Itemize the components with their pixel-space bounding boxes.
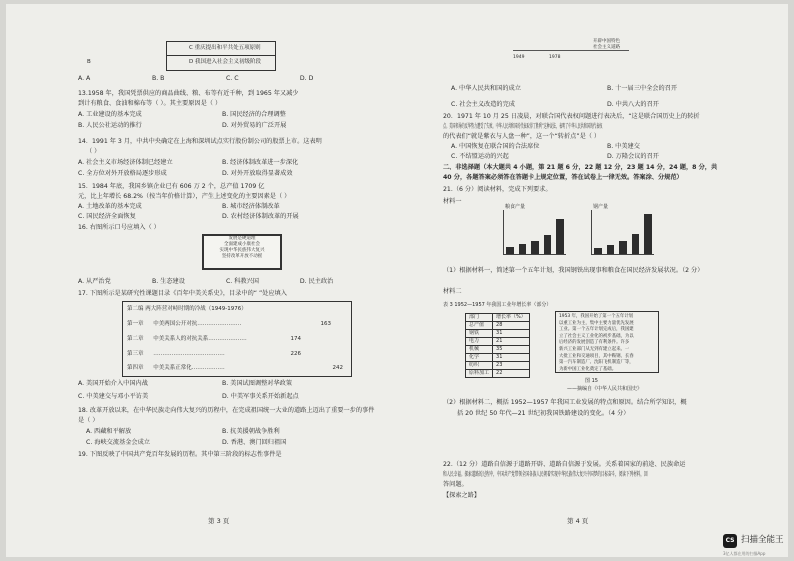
timeline-graphic bbox=[513, 39, 629, 67]
q13-option-a[interactable]: A. 工业建设的基本完成 bbox=[78, 111, 142, 118]
grain-output-chart bbox=[503, 210, 566, 255]
toc-row: 第四章 中美关系正常化……………… 242 bbox=[127, 364, 345, 373]
q20-line-3: 的代表们“就是紫衣与人盘一种”，这一个“转折点”是（ ） bbox=[443, 133, 601, 140]
chart-left-title: 粮食产量 bbox=[505, 204, 526, 210]
q16-line: 16. 右图所示口号应填入（ ） bbox=[78, 224, 160, 231]
q15-options-row-2 bbox=[78, 212, 299, 221]
chart-bar bbox=[519, 244, 526, 254]
table-cell: 化学 bbox=[466, 354, 493, 362]
toc-box bbox=[122, 301, 352, 377]
left-page-number: 第 3 页 bbox=[208, 517, 230, 525]
table-cell: 31 bbox=[493, 354, 530, 362]
text-box-line: 立了社会主义工业化的初步基础，为以 bbox=[559, 333, 634, 339]
table-cell: 纺织 bbox=[466, 362, 493, 370]
section-2-line-2: 40 分，各题答案必须答在答题卡上规定位置，答在试卷上一律无效。答案涂、分规范） bbox=[443, 174, 683, 181]
table-header-row bbox=[466, 314, 530, 322]
table-header-cell: 部门 bbox=[466, 314, 493, 322]
q18-option-c[interactable]: C. 海峡交流基金会成立 bbox=[86, 439, 150, 446]
q20-line-2: 点。美国领导的反华势力遭受了失败。中华人民共和国的代表取得了胜利”这种说法，表明了中华人民共和国的代表权 bbox=[443, 123, 603, 130]
q17-option-b[interactable]: B. 美国试图调整对华政策 bbox=[221, 380, 293, 387]
text-box-line: 工业。第一个五年计划完成后，我国建 bbox=[559, 327, 634, 333]
toc-page: 174 bbox=[290, 336, 301, 342]
table-header-cell: 增长率（%） bbox=[493, 314, 530, 322]
q17-options-row-1 bbox=[78, 379, 292, 388]
table-cell: 钢铁 bbox=[466, 330, 493, 338]
q13-option-c[interactable]: B. 人民公社运动的推行 bbox=[78, 122, 142, 129]
q13-options-row-1 bbox=[78, 110, 286, 119]
chart-bar bbox=[544, 235, 551, 254]
material-1-label: 材料一 bbox=[443, 198, 462, 205]
chart-bar bbox=[644, 214, 651, 254]
q14-line-1: 14．1991 年 3 月，中共中央确定在上海和深圳试点实行股份制公司的股票上市。这表明 bbox=[78, 138, 322, 145]
q16-options bbox=[78, 277, 333, 286]
text-box-line: 第一汽车制造厂、沈阳飞机制造厂等， bbox=[559, 360, 634, 366]
toc-chapter: 第一章 bbox=[127, 321, 144, 327]
table-cell: 22 bbox=[493, 370, 530, 378]
timeline-label: 社会主义道路 bbox=[593, 45, 620, 50]
q21-line: 21.（6 分）阅读材料，完成下列要求。 bbox=[443, 186, 552, 193]
q19-line: 19. 下图反映了中国共产党百年发展的历程。其中第三阶段的标志性事件是 bbox=[78, 451, 282, 458]
text-box-line: 后经济的发展创造了有利条件。许多 bbox=[559, 340, 630, 346]
q17-options-row-2 bbox=[78, 392, 299, 401]
q17-option-d[interactable]: D. 中美军事关系开始新起点 bbox=[221, 393, 299, 400]
q16-option-a[interactable]: A. 从严治党 bbox=[78, 278, 111, 285]
q13-options-row-2 bbox=[78, 121, 286, 130]
toc-chapter: 第四章 bbox=[127, 365, 144, 371]
chart-bar bbox=[594, 248, 601, 254]
steel-output-chart bbox=[591, 210, 654, 255]
q22-line-3: 答问题。 bbox=[443, 481, 468, 488]
poster-line-1: 发展是硬道理 bbox=[228, 236, 256, 241]
q20-option-c[interactable]: C. 不结盟运动的兴起 bbox=[451, 153, 509, 160]
industry-growth-table bbox=[465, 313, 530, 378]
table-cell: 21 bbox=[493, 338, 530, 346]
toc-chapter-title: 中美两国公开对抗 bbox=[153, 321, 198, 327]
toc-chapter-title: 中美关系人的对抗关系 bbox=[153, 336, 209, 342]
material-2-label: 材料二 bbox=[443, 288, 462, 295]
table-row bbox=[466, 330, 530, 338]
q14-option-d[interactable]: D. 对外开放取得显著成效 bbox=[221, 170, 293, 177]
toc-title: 第二编 两大阵营对峙时期的冷战（1949-1976） bbox=[127, 306, 247, 312]
q17-option-c[interactable]: C. 中美建交与邓小平访美 bbox=[78, 393, 149, 400]
text-box-line: 大批工业和交通项目，其中鞍钢、长春 bbox=[559, 353, 634, 359]
q12-option-b[interactable]: B. B bbox=[151, 75, 165, 82]
q13-option-d[interactable]: D. 对外贸易的广泛开展 bbox=[221, 122, 287, 129]
q14-option-c[interactable]: C. 全方位对外开放格局逐步形成 bbox=[78, 170, 167, 177]
table-cell: 23 bbox=[493, 362, 530, 370]
right-page-number: 第 4 页 bbox=[567, 517, 589, 525]
q15-options-row-1 bbox=[78, 202, 280, 211]
toc-chapter: 第二章 bbox=[127, 336, 144, 342]
q15-option-a[interactable]: A. 土地改革的基本完成 bbox=[78, 203, 142, 210]
poster-line-2: 全面建成小康社会 bbox=[224, 242, 260, 247]
q19-option-c[interactable]: C. 社会主义改造的完成 bbox=[451, 101, 515, 108]
figure-label: 图 15 bbox=[585, 378, 598, 384]
toc-page: 163 bbox=[320, 321, 331, 327]
q16-option-b[interactable]: B. 生态建设 bbox=[151, 278, 185, 285]
q13-line-1: 13.1958 年，我国凭票供应的商品曲线、粮、布等有近千种，到 1965 年又减少 bbox=[78, 90, 299, 97]
answer-option-box bbox=[87, 41, 276, 71]
q19-option-d[interactable]: D. 中共八大的召开 bbox=[606, 101, 659, 108]
text-box-line: 为新中国工业化奠定了基础。 bbox=[559, 366, 617, 372]
q16-option-c[interactable]: C. 科教兴国 bbox=[225, 278, 259, 285]
q12-option-c[interactable]: C. C bbox=[225, 75, 239, 82]
table-row bbox=[466, 362, 530, 370]
q19-option-b[interactable]: B. 十一届三中全会的召开 bbox=[606, 85, 678, 92]
toc-row: 第三章 ………………………………… 226 bbox=[127, 350, 345, 359]
q20-line-1: 20．1971 年 10 月 25 日凌晨，对联合国代表权问题进行表决后，“这是联合国历史上的转折 bbox=[443, 113, 700, 120]
q17-line: 17. 下图所示是某研究性课题目录《百年中美关系史》，目录中的“ ”处应填入 bbox=[78, 290, 287, 297]
q15-option-b[interactable]: B. 城市经济体制改革 bbox=[221, 203, 280, 210]
q20-option-b[interactable]: B. 中美建交 bbox=[606, 143, 640, 150]
q19-options-row-2 bbox=[451, 100, 659, 109]
table-row bbox=[466, 354, 530, 362]
q14-options-row-1 bbox=[78, 158, 298, 167]
chart-bar bbox=[531, 241, 538, 254]
box-row-d-prefix: B bbox=[87, 59, 91, 65]
timeline-label: 1949 bbox=[513, 55, 525, 60]
table-cell: 原料加工 bbox=[466, 370, 493, 378]
q18-option-b[interactable]: B. 抗美援朝战争胜利 bbox=[221, 428, 280, 435]
table-row bbox=[466, 338, 530, 346]
q19-options-row-1 bbox=[451, 84, 677, 93]
q22-line-2: 和人民幸福。探索道路的过程中，中国共产党带领全国各族人民朝着实现中华民族伟大复兴中国梦的目标奋斗，阅读下列材料，回 bbox=[443, 471, 648, 478]
material-2-text-box bbox=[555, 311, 659, 373]
timeline-label: 开辟中国特色 bbox=[593, 39, 620, 44]
box-row-c: C 重庆提出和平共处五项原则 bbox=[189, 45, 261, 51]
q20-option-d[interactable]: D. 万隆会议的召开 bbox=[606, 153, 659, 160]
q18-line-2: 是（ ） bbox=[78, 417, 99, 424]
q18-options-row-2 bbox=[86, 438, 286, 447]
text-box-line: 新兴工业部门从无到有建立起来。一 bbox=[559, 346, 630, 352]
slogan-poster-image bbox=[202, 234, 282, 270]
toc-page: 226 bbox=[290, 351, 301, 357]
q18-line-1: 18. 改革开放以来，在中华民族走向伟大复兴的历程中，在完成祖国统一大业的道路上迈出了重要一步的事件 bbox=[78, 407, 375, 414]
table-cell: 31 bbox=[493, 330, 530, 338]
table-row bbox=[466, 322, 530, 330]
toc-page: 242 bbox=[332, 365, 343, 371]
q12-option-a[interactable]: A. A bbox=[78, 75, 91, 82]
table-caption: 表 3 1952—1957 年我国工业年增长率（部分） bbox=[443, 302, 552, 308]
q19-option-a[interactable]: A. 中华人民共和国的成立 bbox=[451, 85, 521, 92]
chart-bar bbox=[619, 241, 626, 254]
q18-option-a[interactable]: A. 西藏和平解放 bbox=[86, 428, 132, 435]
q16-option-d[interactable]: D. 民主政治 bbox=[299, 278, 334, 285]
q12-options bbox=[78, 74, 350, 83]
q13-line-2: 到计有粮食、食油和棉布等（ ）。其主要原因是（ ） bbox=[78, 100, 222, 107]
explore-label: 【探索之路】 bbox=[443, 492, 481, 499]
q21-2-line-2: 括 20 世纪 50 年代—21 世纪初我国铁路建设的变化。（4 分） bbox=[457, 410, 630, 417]
toc-row: 第一章 中美两国公开对抗…………………… 163 bbox=[127, 320, 345, 329]
camscanner-logo-icon: CS bbox=[723, 534, 737, 548]
toc-row: 第二章 中美关系人的对抗关系………………… 174 bbox=[127, 335, 345, 344]
scanned-sheet bbox=[6, 4, 788, 557]
table-cell: 28 bbox=[493, 322, 530, 330]
table-row bbox=[466, 346, 530, 354]
q14-option-b[interactable]: B. 经济体制改革进一步深化 bbox=[221, 159, 299, 166]
poster-line-4: 坚持改革开放不动摇 bbox=[221, 254, 263, 259]
brand-tagline: 3亿人都在用的扫描App bbox=[723, 551, 766, 556]
section-2-line-1: 二、非选择题（本大题共 4 小题，第 21 题 6 分，22 题 12 分，23 题 14 分，24 题，8 分，共 bbox=[443, 164, 718, 171]
chart-bar bbox=[632, 234, 639, 254]
q17-option-a[interactable]: A. 美国开始介入中国内战 bbox=[78, 380, 148, 387]
text-box-line: 1953 年，我国开始了第一个五年计划 bbox=[559, 314, 634, 319]
table-cell: 电力 bbox=[466, 338, 493, 346]
q18-options-row-1 bbox=[86, 427, 280, 436]
toc-chapter: 第三章 bbox=[127, 351, 144, 357]
figure-source: ——摘编自《中华人民共和国史》 bbox=[567, 386, 643, 392]
chart-bar bbox=[607, 245, 614, 254]
q21-1: （1）根据材料一，简述第一个五年计划，我国钢铁出现事和粮食在国民经济发展状况。（2 分） bbox=[443, 267, 704, 274]
q15-line-1: 15．1984 年底，我国乡镇企业已有 606 万 2 个，总产值 1709 亿 bbox=[78, 183, 265, 190]
q13-option-b[interactable]: B. 国民经济的合理调整 bbox=[221, 111, 286, 118]
q14-line-2: （ ） bbox=[86, 148, 101, 155]
q15-option-d[interactable]: D. 农村经济体制改革的开展 bbox=[221, 213, 299, 220]
chart-right-title: 钢产量 bbox=[593, 204, 609, 210]
q20-option-a[interactable]: A. 中国恢复在联合国的合法席位 bbox=[451, 143, 540, 150]
toc-chapter-title: 中美关系正常化 bbox=[153, 365, 192, 371]
text-box-line: 以重工业为主，集中主要力量优先发展 bbox=[559, 320, 634, 326]
q14-option-a[interactable]: A. 社会主义市场经济体制已经建立 bbox=[78, 159, 173, 166]
q15-option-c[interactable]: C. 国民经济全面恢复 bbox=[78, 213, 136, 220]
table-cell: 35 bbox=[493, 346, 530, 354]
brand-name: 扫描全能王 bbox=[741, 535, 784, 545]
q18-option-d[interactable]: D. 香港、澳门回归祖国 bbox=[221, 439, 287, 446]
q20-options-row-1 bbox=[451, 142, 640, 151]
timeline-label: 1978 bbox=[549, 55, 561, 60]
chart-bar bbox=[506, 247, 513, 254]
q22-line-1: 22.（12 分）道路自信源于道路开辟、道路自信源于发展。关系着国家的前途、民族命运 bbox=[443, 461, 686, 468]
table-row bbox=[466, 370, 530, 378]
q14-options-row-2 bbox=[78, 169, 293, 178]
q15-line-2: 元，比上年增长 68.2%（按当年价格计算），产生上述变化的主要因素是（ ） bbox=[78, 193, 291, 200]
poster-line-3: 实现中华民族伟大复兴 bbox=[219, 248, 265, 253]
table-cell: 总产值 bbox=[466, 322, 493, 330]
box-row-d: D 我国进入社会主义初级阶段 bbox=[189, 59, 261, 65]
q12-option-d[interactable]: D. D bbox=[299, 75, 314, 82]
table-cell: 机械 bbox=[466, 346, 493, 354]
q20-options-row-2 bbox=[451, 152, 659, 161]
q21-2-line-1: （2）根据材料二，概括 1952—1957 年我国工业发展的特点和原因。结合所学知识，概 bbox=[443, 399, 687, 406]
chart-bar bbox=[556, 219, 563, 254]
